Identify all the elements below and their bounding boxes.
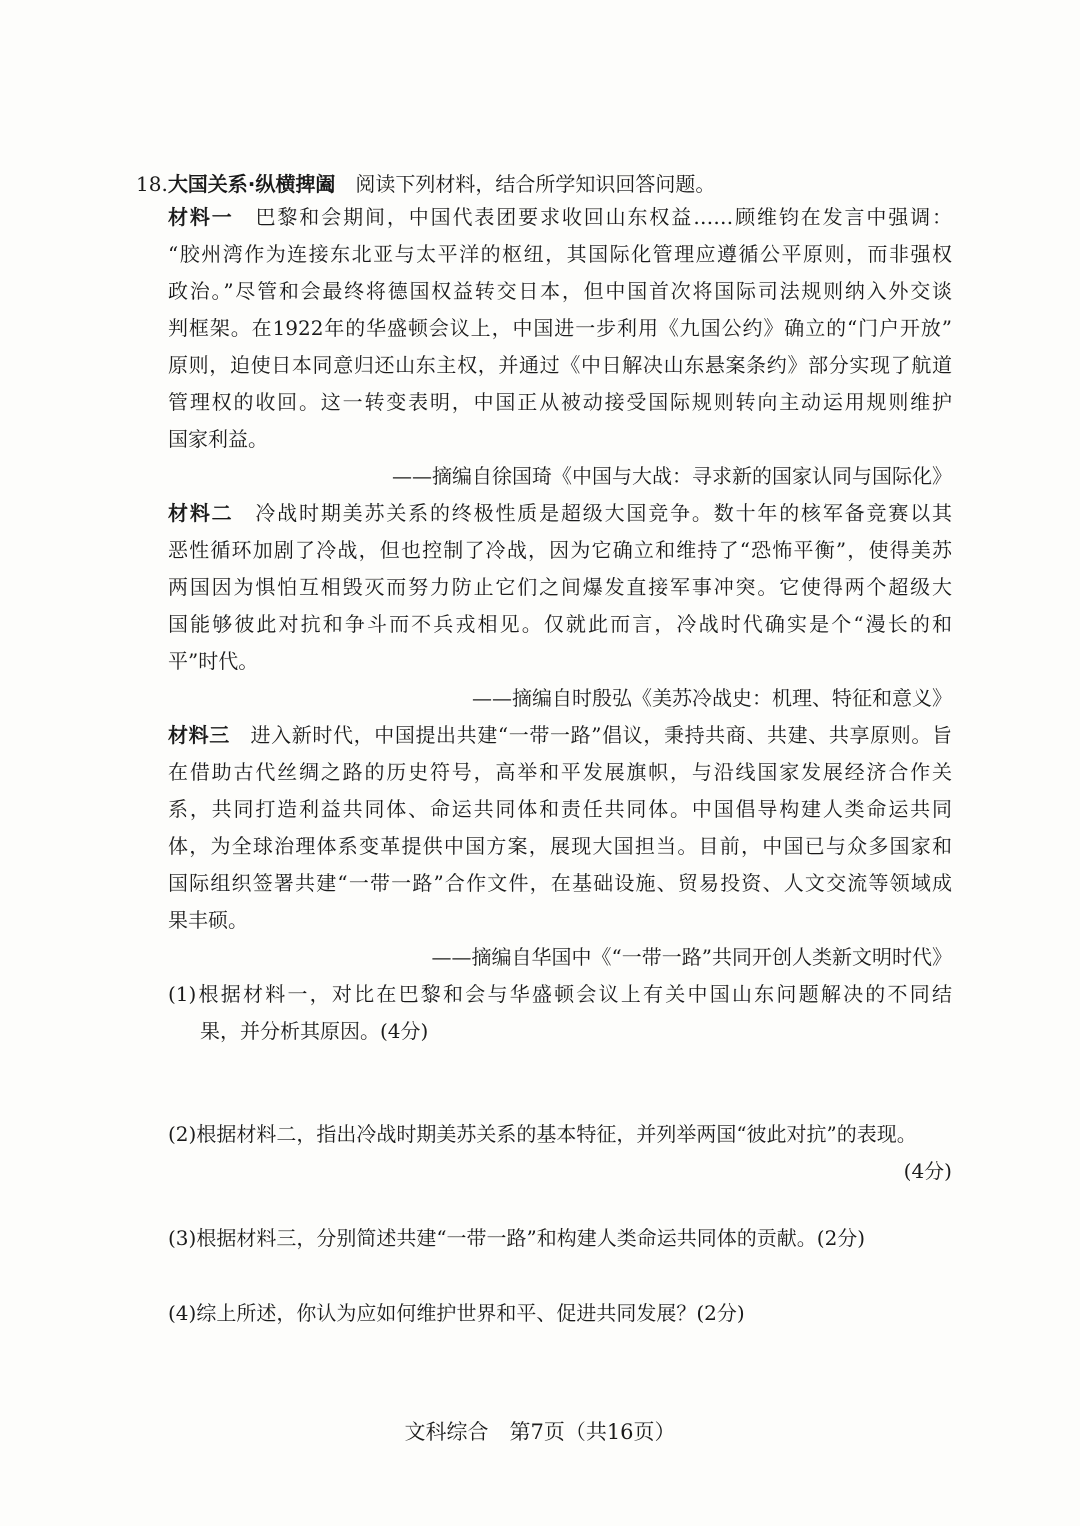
subquestion-2: (2)根据材料二，指出冷战时期美苏关系的基本特征，并列举两国“彼此对抗”的表现。 (4分) [168, 1116, 952, 1190]
page-footer [0, 1417, 1080, 1447]
material-line: 平”时代。 [168, 649, 259, 673]
subquestion-1-cont: 果，并分析其原因。(4分) [200, 1019, 429, 1043]
material-1 [168, 199, 952, 1050]
material-line: 管理权的收回。这一转变表明，中国正从被动接受国际规则转向主动运用规则维护 [168, 390, 952, 414]
material-label: 材料二 [168, 501, 234, 525]
material-line: 国能够彼此对抗和争斗而不兵戎相见。仅就此而言，冷战时代确实是个“漫长的和 [168, 612, 952, 636]
material-source: ——摘编自徐国琦《中国与大战：寻求新的国家认同与国际化》 [392, 464, 952, 488]
material-line: 政治。”尽管和会最终将德国权益转交日本，但中国首次将国际司法规则纳入外交谈 [168, 279, 952, 303]
material-line: 国家利益。 [168, 427, 268, 451]
material-line: 在借助古代丝绸之路的历史符号，高举和平发展旗帜，与沿线国家发展经济合作关 [168, 760, 952, 784]
material-line: 国际组织签署共建“一带一路”合作文件，在基础设施、贸易投资、人文交流等领域成 [168, 871, 952, 895]
material-line: 材料一 巴黎和会期间，中国代表团要求收回山东权益……顾维钧在发言中强调： [168, 205, 952, 229]
material-line: 体，为全球治理体系变革提供中国方案，展现大国担当。目前，中国已与众多国家和 [168, 834, 952, 858]
subquestion-4: (4)综上所述，你认为应如何维护世界和平、促进共同发展？(2分) [168, 1301, 745, 1325]
footer-subject: 文科综合 [404, 1420, 489, 1444]
material-line: 判框架。在1922年的华盛顿会议上，中国进一步利用《九国公约》确立的“门户开放” [168, 316, 952, 340]
material-label: 材料三 [168, 723, 230, 747]
material-line: 材料二 冷战时期美苏关系的终极性质是超级大国竞争。数十年的核军备竞赛以其 [168, 501, 952, 525]
material-label: 材料一 [168, 205, 234, 229]
footer-page-number: 第7页（共16页） [509, 1420, 676, 1444]
material-line: 原则，迫使日本同意归还山东主权，并通过《中日解决山东悬案条约》部分实现了航道 [168, 353, 952, 377]
question-instruction: 阅读下列材料，结合所学知识回答问题。 [355, 172, 716, 196]
material-line: 两国因为惧怕互相毁灭而努力防止它们之间爆发直接军事冲突。它使得两个超级大 [168, 575, 952, 599]
material-line: 恶性循环加剧了冷战，但也控制了冷战，因为它确立和维持了“恐怖平衡”，使得美苏 [168, 538, 952, 562]
material-line: 材料三 进入新时代，中国提出共建“一带一路”倡议，秉持共商、共建、共享原则。旨 [168, 723, 952, 747]
question-header [136, 166, 936, 203]
material-line: 果丰硕。 [168, 908, 248, 932]
material-line: 系，共同打造利益共同体、命运共同体和责任共同体。中国倡导构建人类命运共同 [168, 797, 952, 821]
material-line: “胶州湾作为连接东北亚与太平洋的枢纽，其国际化管理应遵循公平原则，而非强权 [168, 242, 952, 266]
material-source: ——摘编自华国中《“一带一路”共同开创人类新文明时代》 [431, 945, 952, 969]
material-source: ——摘编自时殷弘《美苏冷战史：机理、特征和意义》 [472, 686, 952, 710]
question-number: 18. [136, 172, 168, 196]
question-title: 大国关系·纵横捭阖 [167, 172, 336, 196]
subquestion-3: (3)根据材料三，分别简述共建“一带一路”和构建人类命运共同体的贡献。(2分) [168, 1226, 866, 1250]
subquestion-1: (1)根据材料一，对比在巴黎和会与华盛顿会议上有关中国山东问题解决的不同结 [168, 982, 952, 1006]
subquestion-2-score: (4分) [903, 1159, 952, 1183]
